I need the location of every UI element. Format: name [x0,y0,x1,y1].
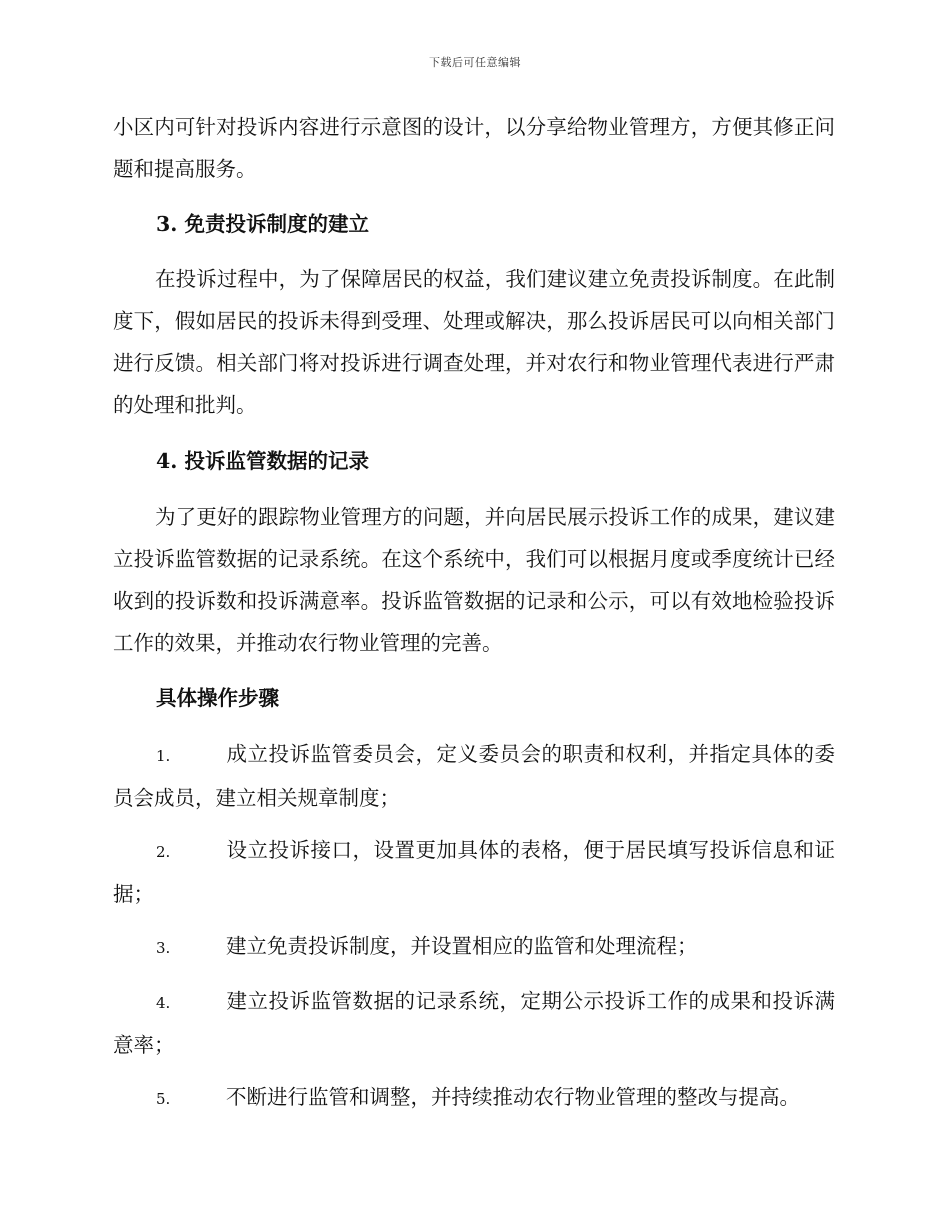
list-item [113,1076,835,1120]
paragraph-data-record: 为了更好的跟踪物业管理方的问题，并向居民展示投诉工作的成果，建议建立投诉监管数据的记录系统。在这个系统中，我们可以根据月度或季度统计已经收到的投诉数和投诉满意率。投诉监管数据的记录和公示，可以有效地检验投诉工作的效果，并推动农行物业管理的完善。 [113,505,835,655]
heading-exemption-system: 3. 免责投诉制度的建立 [156,212,370,236]
step-text: 建立免责投诉制度，并设置相应的监管和处理流程； [226,934,698,958]
list-item [113,980,835,1066]
paragraph-diagram: 小区内可针对投诉内容进行示意图的设计，以分享给物业管理方，方便其修正问题和提高服务。 [113,115,835,181]
step-text: 不断进行监管和调整，并持续推动农行物业管理的整改与提高。 [226,1085,800,1109]
heading-steps: 具体操作步骤 [156,686,279,710]
step-text: 成立投诉监管委员会，定义委员会的职责和权利，并指定具体的委员会成员，建立相关规章制度； [113,742,835,810]
step-number: 2. [156,843,171,861]
step-number: 3. [156,939,171,957]
heading-data-record: 4. 投诉监管数据的记录 [156,449,370,473]
step-number: 4. [156,994,171,1012]
list-item [113,925,835,969]
list-item [113,829,835,915]
step-number: 5. [156,1090,171,1108]
step-text: 建立投诉监管数据的记录系统，定期公示投诉工作的成果和投诉满意率； [113,989,835,1057]
paragraph-exemption: 在投诉过程中，为了保障居民的权益，我们建议建立免责投诉制度。在此制度下，假如居民的投诉未得到受理、处理或解决，那么投诉居民可以向相关部门进行反馈。相关部门将对投诉进行调查处理，并对农行和物业管理代表进行严肃的处理和批判。 [113,267,835,417]
list-item [113,733,835,819]
page-header: 下载后可任意编辑 [429,56,521,69]
step-number: 1. [156,747,171,765]
step-text: 设立投诉接口，设置更加具体的表格，便于居民填写投诉信息和证据； [113,838,835,906]
